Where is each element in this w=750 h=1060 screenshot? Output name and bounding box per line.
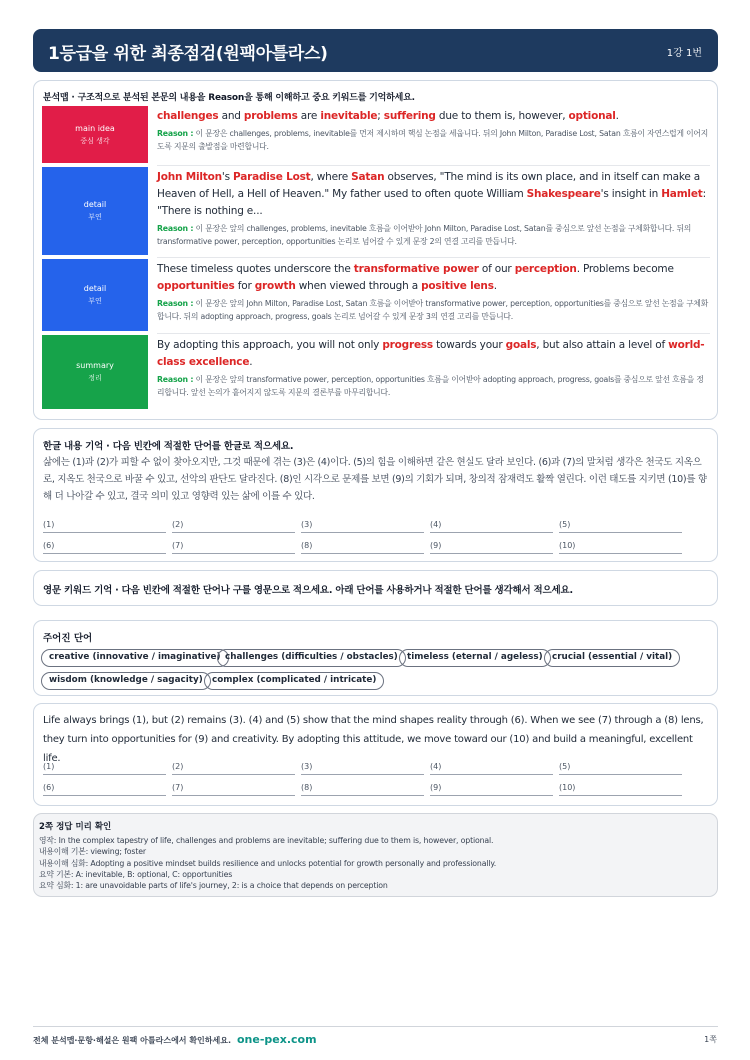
blank-field[interactable]: (9) <box>430 780 553 796</box>
korean-paragraph: 삶에는 (1)과 (2)가 피할 수 없이 찾아오지만, 그것 때문에 겪는 (3)은 (4)이다. (5)의 힘을 이해하면 같은 현실도 달라 보인다. (6)과 (7)의 말처럼 생각은 천국도 지옥으로, 지옥도 천국으로 바꿀 수 있고, 선악의 판단도 달라진다. (8)인 시각으로 문제를 보면 (9)의 기회가 되며, 창의적 잠재력도 활짝 열린다. 이런 태도를 지키면 (10)를 향해 더 나아갈 수 있고, 결국 의미 있고 영향력 있는 삶에 이를 수 있다. <box>43 457 707 502</box>
korean-instruction: 한글 내용 기억 · 다음 빈칸에 적절한 단어를 한글로 적으세요. <box>43 441 294 452</box>
keyword-highlight: transformative power <box>353 263 479 275</box>
sentence-text: : "There is nothing e... <box>157 188 706 217</box>
keyword-highlight: optional <box>568 110 616 122</box>
row-label-ko: 중심 생각 <box>80 136 110 145</box>
row-label-ko: 부연 <box>88 297 102 305</box>
row-reason <box>157 127 710 153</box>
answer-preview-card <box>33 813 718 897</box>
english-instruction-card <box>33 570 718 606</box>
page-title: 1등급을 위한 최종점검(원팩아틀라스) <box>48 44 328 64</box>
sentence-text: By adopting this approach, you will not only <box>157 339 383 351</box>
preview-line: 영작: In the complex tapestry of life, challenges and problems are inevitable; suffering due to them is, however, optional. <box>39 836 494 845</box>
keyword-highlight: problems <box>243 110 298 122</box>
sentence-text: observes, "The mind is its own place, and in itself can make a Heaven of Hell, a Hell of Heaven." My father used to often quote William <box>157 171 700 200</box>
footer-site-link[interactable]: one-pex.com <box>237 1033 317 1046</box>
row-sentence <box>157 337 710 371</box>
blank-field[interactable]: (2) <box>172 517 295 533</box>
row-divider <box>157 165 710 166</box>
sentence-text: 's insight in <box>600 188 662 200</box>
blank-field[interactable]: (2) <box>172 759 295 775</box>
row-sentence <box>157 169 710 220</box>
blank-field[interactable]: (10) <box>559 780 682 796</box>
analysis-row-main-idea <box>42 106 710 163</box>
blank-field[interactable]: (1) <box>43 517 166 533</box>
row-reason <box>157 373 710 399</box>
blank-field[interactable]: (8) <box>301 780 424 796</box>
word-chip: complex (complicated / intricate) <box>204 672 384 690</box>
row-divider <box>157 333 710 334</box>
sentence-text: . <box>493 280 497 292</box>
sentence-text: ; <box>377 110 384 122</box>
keyword-highlight: Hamlet <box>661 188 703 200</box>
blank-field[interactable]: (5) <box>559 517 682 533</box>
korean-blanks <box>43 517 683 561</box>
keyword-highlight: challenges <box>157 110 219 122</box>
blank-field[interactable]: (1) <box>43 759 166 775</box>
english-recall-card <box>33 703 718 806</box>
reason-label: Reason : <box>157 224 194 233</box>
reason-label: Reason : <box>157 299 194 308</box>
sentence-text: when viewed through a <box>295 280 422 292</box>
sentence-text: , but also attain a level of <box>536 339 669 351</box>
keyword-highlight: Shakespeare <box>526 188 601 200</box>
keyword-highlight: perception <box>514 263 577 275</box>
keyword-highlight: Paradise Lost <box>233 171 311 183</box>
row-label-en: detail <box>83 200 107 209</box>
sentence-text: . Problems become <box>576 263 674 275</box>
keyword-highlight: Satan <box>351 171 385 183</box>
row-divider <box>157 257 710 258</box>
lesson-number: 1강 1번 <box>666 48 702 59</box>
blank-field[interactable]: (7) <box>172 538 295 554</box>
sentence-text: for <box>234 280 255 292</box>
preview-line: 내용이해 기본: viewing; foster <box>39 847 146 857</box>
row-label-ko: 정리 <box>88 374 102 382</box>
reason-label: Reason : <box>157 375 194 384</box>
preview-line: 내용이해 심화: Adopting a positive mindset builds resilience and unlocks potential for growth personally and professionally. <box>39 858 497 868</box>
footer-note <box>33 1033 317 1046</box>
blank-field[interactable]: (8) <box>301 538 424 554</box>
given-words-title: 주어진 단어 <box>43 633 93 644</box>
footer-text: 전체 분석맵·문항·해설은 원팩 아틀라스에서 확인하세요. <box>33 1036 231 1045</box>
preview-title: 2쪽 정답 미리 확인 <box>39 822 112 832</box>
word-chip: creative (innovative / imaginative) <box>41 649 229 667</box>
keyword-highlight: goals <box>505 339 537 351</box>
keyword-highlight: John Milton <box>157 171 222 183</box>
korean-recall-card <box>33 428 718 562</box>
row-label-ko: 부연 <box>88 213 102 221</box>
blank-field[interactable]: (3) <box>301 759 424 775</box>
word-chip: challenges (difficulties / obstacles) <box>217 649 406 667</box>
sentence-text: are <box>297 110 321 122</box>
analysis-row-summary <box>42 335 710 409</box>
sentence-text: 's <box>221 171 233 183</box>
reason-text: 이 문장은 challenges, problems, inevitable를 먼저 제시하며 핵심 논점을 세웁니다. 뒤의 John Milton, Paradise Lost, Satan 흐름이 자연스럽게 이어지도록 지문의 출발점을 마련합니다. <box>157 129 709 151</box>
keyword-highlight: suffering <box>383 110 436 122</box>
sentence-text: towards your <box>432 339 506 351</box>
blank-field[interactable]: (7) <box>172 780 295 796</box>
sentence-text: . <box>249 356 253 368</box>
blank-field[interactable]: (10) <box>559 538 682 554</box>
row-sentence <box>157 261 710 295</box>
row-sentence <box>157 108 710 125</box>
row-label <box>42 335 148 409</box>
word-chip: wisdom (knowledge / sagacity) <box>41 672 211 690</box>
page-header <box>33 29 718 72</box>
analysis-row-detail-2 <box>42 259 710 331</box>
blank-field[interactable]: (3) <box>301 517 424 533</box>
blank-field[interactable]: (5) <box>559 759 682 775</box>
sentence-text: due to them is, however, <box>435 110 569 122</box>
english-paragraph: Life always brings (1), but (2) remains (3). (4) and (5) show that the mind shapes reality through (6). When we see (7) through a (8) lens, they turn into opportunities for (9) and creativity. By adopting this attitude, we move toward our (10) and build a meaningful, excellent life. <box>43 715 704 764</box>
row-label <box>42 167 148 255</box>
row-label-en: summary <box>76 361 114 370</box>
blank-field[interactable]: (9) <box>430 538 553 554</box>
given-words-card <box>33 620 718 696</box>
sentence-text: These timeless quotes underscore the <box>157 263 354 275</box>
preview-line: 요약 심화: 1: are unavoidable parts of life's journey, 2: is a choice that depends on perception <box>39 881 388 891</box>
blank-field[interactable]: (6) <box>43 780 166 796</box>
analysis-map-card <box>33 80 718 420</box>
row-label-en: detail <box>83 284 107 293</box>
row-label-en: main idea <box>75 123 115 133</box>
footer-divider <box>33 1026 718 1027</box>
keyword-highlight: growth <box>254 280 296 292</box>
preview-line: 요약 기본: A: inevitable, B: optional, C: opportunities <box>39 869 233 879</box>
keyword-highlight: inevitable <box>320 110 378 122</box>
keyword-highlight: opportunities <box>157 280 235 292</box>
keyword-highlight: positive lens <box>421 280 494 292</box>
blank-field[interactable]: (4) <box>430 517 553 533</box>
sentence-text: , where <box>310 171 352 183</box>
row-label <box>42 259 148 331</box>
word-chip: crucial (essential / vital) <box>544 649 680 667</box>
blank-field[interactable]: (6) <box>43 538 166 554</box>
sentence-text: and <box>218 110 244 122</box>
row-reason <box>157 297 710 323</box>
row-reason <box>157 222 710 248</box>
sentence-text: . <box>615 110 619 122</box>
analysis-row-detail-1 <box>42 167 710 255</box>
reason-text: 이 문장은 앞의 John Milton, Paradise Lost, Satan 흐름을 이어받아 transformative power, perception, opportunities를 중심으로 앞선 논점을 구체화합니다. 뒤의 adopting approach, progress, goals 논리로 넘어갈 수 있게 문장 3의 연결 고리를 만듭니다. <box>157 299 709 321</box>
english-blanks <box>43 759 683 803</box>
page-number: 1쪽 <box>704 1035 717 1044</box>
blank-field[interactable]: (4) <box>430 759 553 775</box>
analysis-instruction: 분석맵 · 구조적으로 분석된 본문의 내용을 Reason을 통해 이해하고 중요 키워드를 기억하세요. <box>43 93 415 103</box>
reason-text: 이 문장은 앞의 challenges, problems, inevitable 흐름을 이어받아 John Milton, Paradise Lost, Satan를 중심으로 앞선 논점을 구체화합니다. 뒤의 transformative power, perception, opportunities 논리로 넘어갈 수 있게 문장 2의 연결 고리를 만듭니다. <box>157 224 692 246</box>
row-label <box>42 106 148 163</box>
keyword-highlight: progress <box>382 339 433 351</box>
reason-label: Reason : <box>157 129 194 138</box>
word-chip: timeless (eternal / ageless) <box>399 649 551 667</box>
english-instruction: 영문 키워드 기억 · 다음 빈칸에 적절한 단어나 구를 영문으로 적으세요. 아래 단어를 사용하거나 적절한 단어를 생각해서 적으세요. <box>43 585 573 596</box>
reason-text: 이 문장은 앞의 transformative power, perception, opportunities 흐름을 이어받아 adopting approach, progress, goals를 중심으로 앞선 흐름을 정리합니다. 앞선 논의가 흩어지지 않도록 지문의 결론부를 마무리합니다. <box>157 375 704 397</box>
sentence-text: of our <box>478 263 515 275</box>
keyword-highlight: world-class excellence <box>157 339 705 368</box>
